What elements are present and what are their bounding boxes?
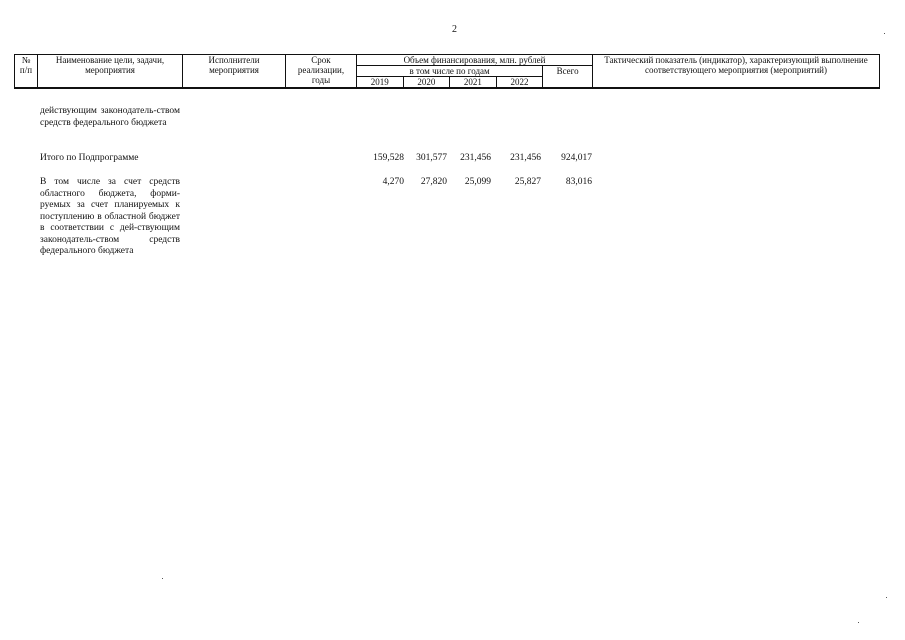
- header-executors: Исполнители мероприятия: [183, 55, 286, 89]
- header-name: Наименование цели, задачи, мероприятия: [38, 55, 183, 89]
- row-total-2021: 231,456: [460, 153, 491, 163]
- row-regional-2022: 25,827: [514, 177, 541, 187]
- row-regional-text: В том числе за счет средств областного бюджета, форми-руемых за счет планируемых к поступлению в областной бюджет в соответствии с дей-ствующим законодатель-ством средств федерального бюджета: [40, 177, 180, 256]
- scan-speck: [858, 622, 859, 623]
- header-by-years: в том числе по годам: [357, 66, 543, 77]
- header-funding: Объем финансирования, млн. рублей: [357, 55, 593, 66]
- header-total: Всего: [543, 66, 593, 89]
- row-regional-2021: 25,099: [464, 177, 491, 187]
- table-header: [14, 54, 880, 89]
- header-year-2019: 2019: [357, 77, 404, 89]
- scan-speck: [886, 597, 887, 598]
- row-total-2022: 231,456: [510, 153, 541, 163]
- row-total-all: 924,017: [561, 153, 592, 163]
- header-indicator: Тактический показатель (индикатор), характеризующий выполнение соответствующего мероприятия (мероприятий): [593, 55, 880, 89]
- row-total-label: Итого по Подпрограмме: [40, 153, 139, 163]
- header-term: Срок реализации, годы: [286, 55, 357, 89]
- row-regional-2019: 4,270: [382, 177, 404, 187]
- header-year-2020: 2020: [403, 77, 450, 89]
- row-total-2019: 159,528: [373, 153, 404, 163]
- scan-speck: [162, 578, 163, 579]
- row-regional-2020: 27,820: [420, 177, 447, 187]
- header-num: № п/п: [15, 55, 38, 89]
- row-continuation-text: действующим законодатель-ством средств федерального бюджета: [40, 106, 180, 128]
- row-regional-all: 83,016: [565, 177, 592, 187]
- header-year-2021: 2021: [450, 77, 497, 89]
- header-year-2022: 2022: [496, 77, 543, 89]
- page-number: 2: [452, 24, 457, 35]
- scan-speck: [884, 33, 885, 34]
- row-total-2020: 301,577: [416, 153, 447, 163]
